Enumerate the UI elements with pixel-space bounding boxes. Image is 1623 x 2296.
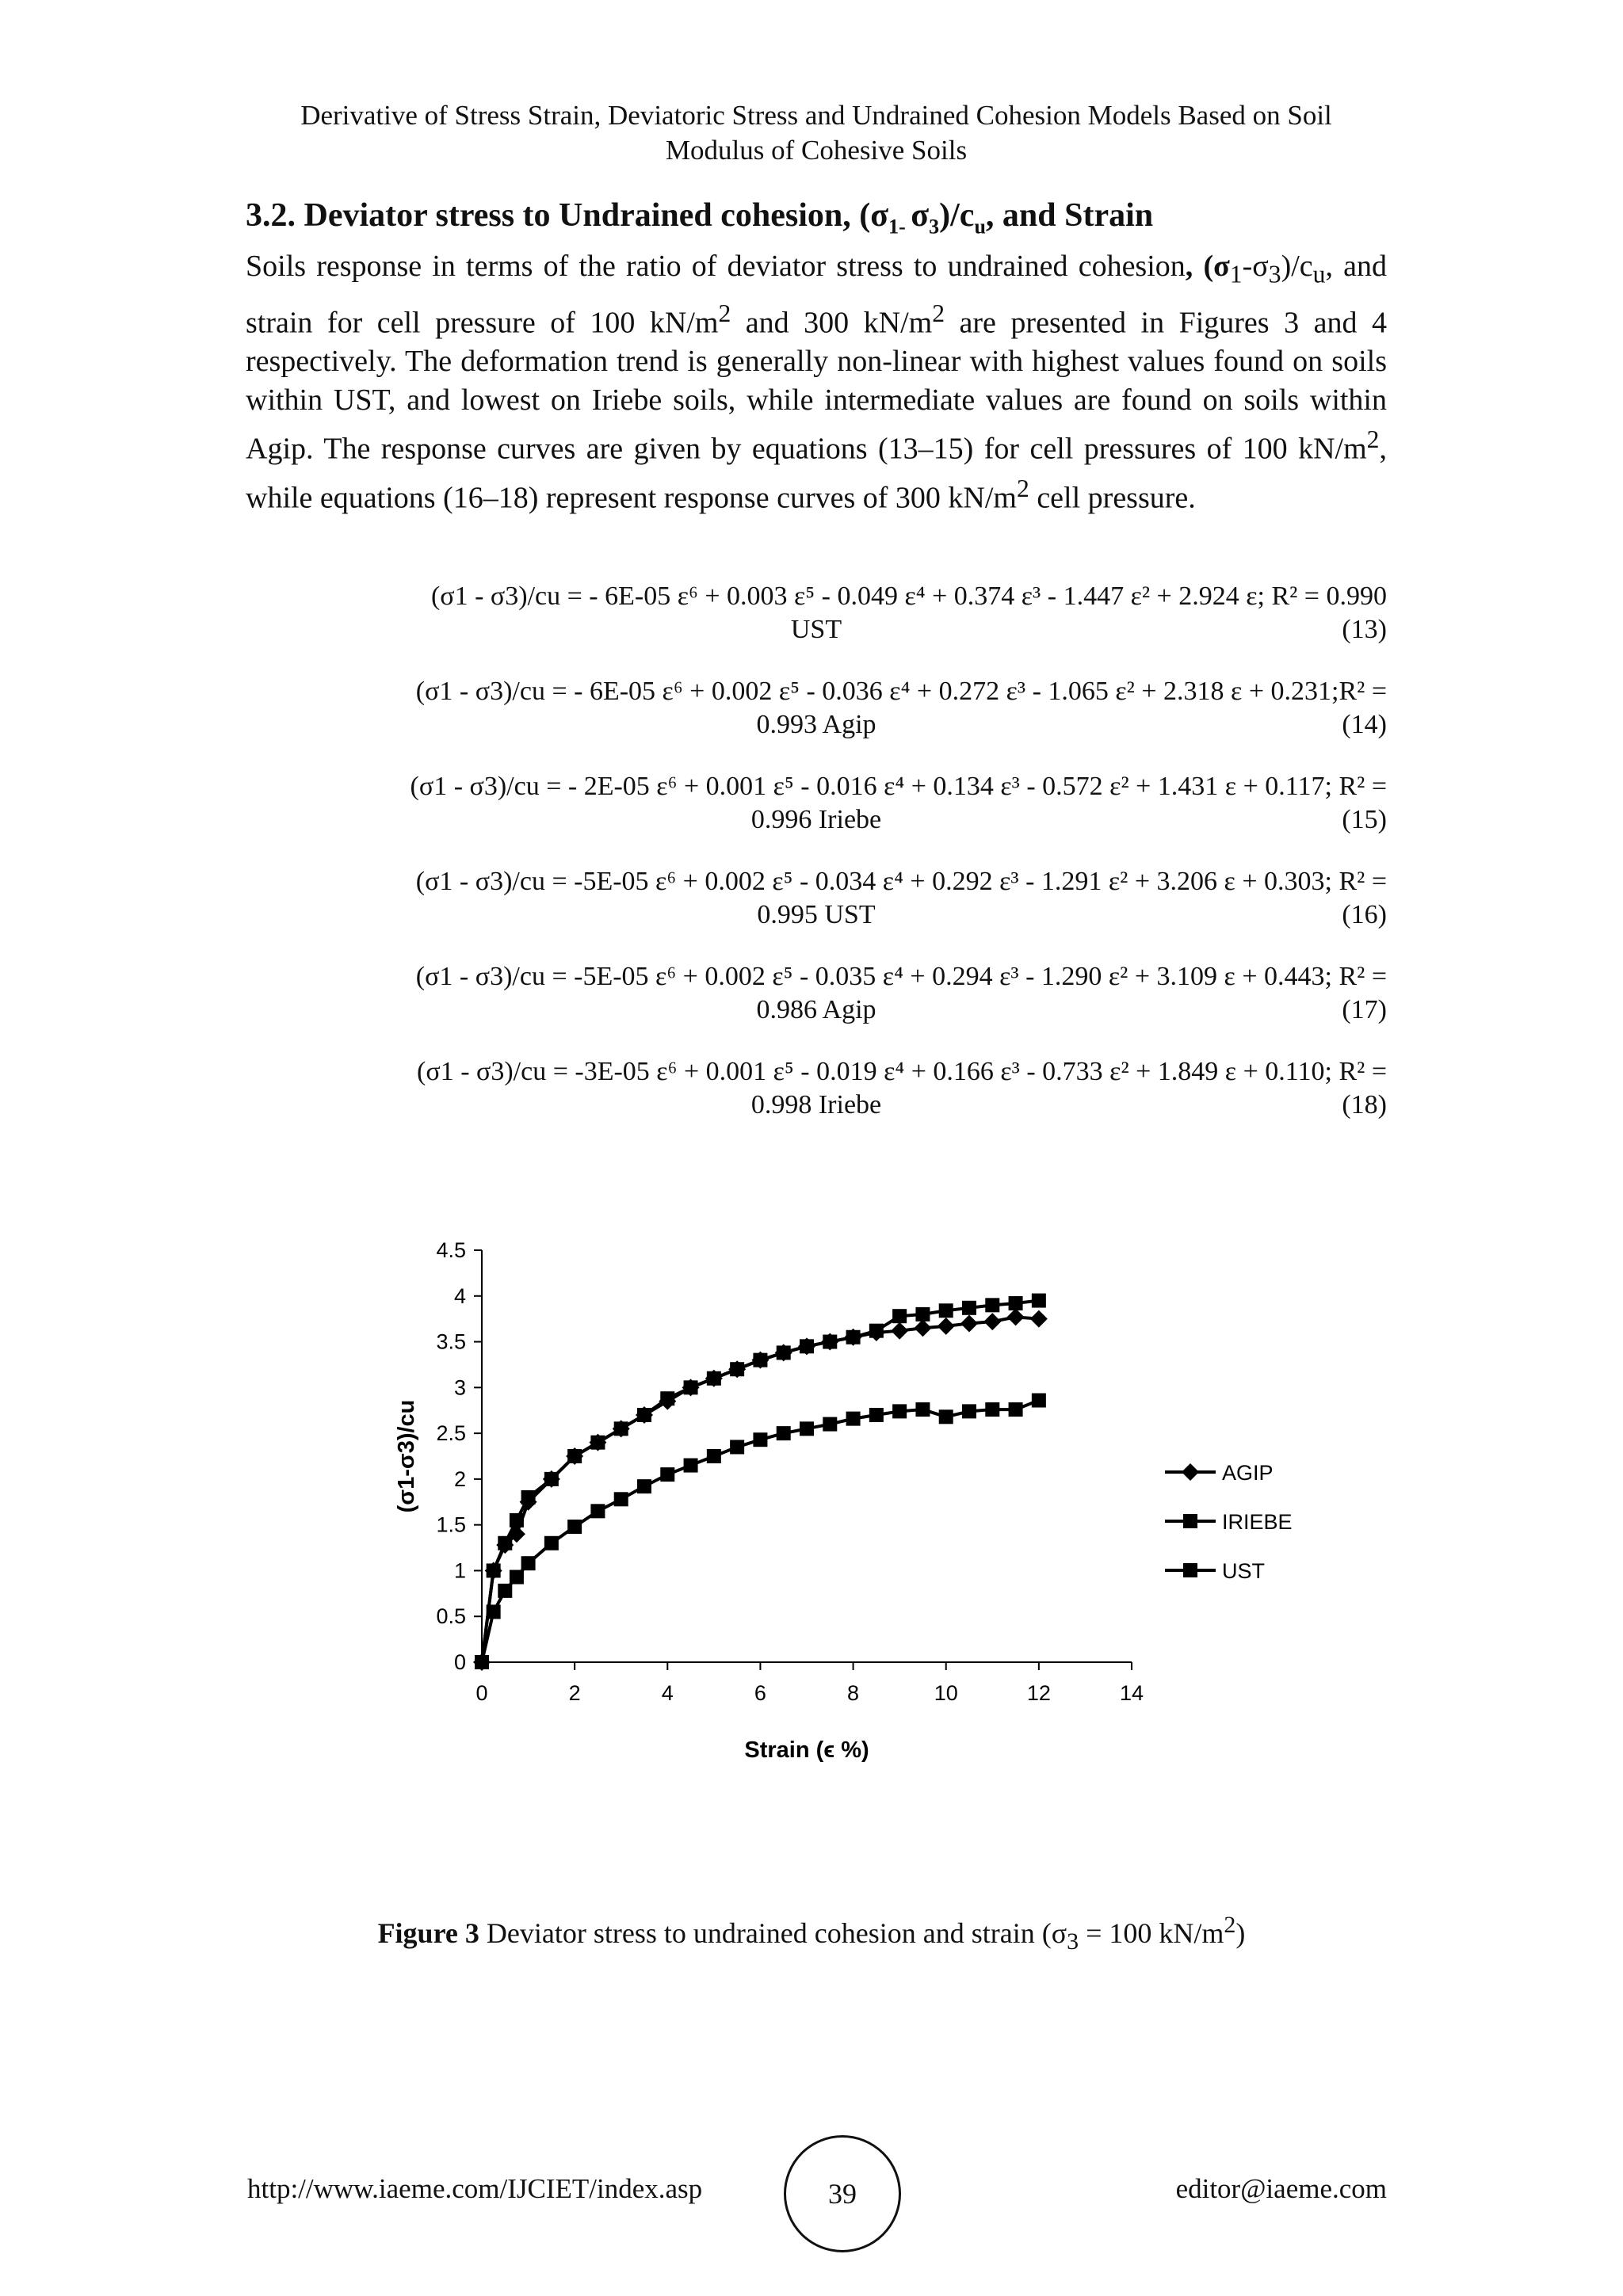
- section-title-part: )/c: [939, 197, 975, 234]
- data-point-iriebe: [684, 1459, 698, 1473]
- para-sub: u: [1312, 260, 1326, 288]
- equation-number: (15): [1342, 805, 1387, 834]
- legend-label-ust: UST: [1222, 1559, 1265, 1583]
- equation-tail: 0.995 UST: [757, 900, 876, 929]
- para-text: and strain for cell pressure of 100 kN/m: [246, 250, 1388, 340]
- section-title-part: , and Strain: [985, 197, 1154, 234]
- data-point-ust: [521, 1490, 536, 1505]
- equation-number: (16): [1342, 900, 1387, 929]
- data-point-iriebe: [567, 1520, 582, 1534]
- data-point-ust: [892, 1309, 907, 1323]
- caption-text: Deviator stress to undrained cohesion and strain (σ: [479, 1917, 1067, 1949]
- equation-lhs: (σ1 - σ3)/cu: [430, 582, 561, 611]
- equation-tail: 0.998 Iriebe: [750, 1090, 882, 1119]
- data-point-agip: [891, 1322, 908, 1340]
- section-title-sub: u: [974, 215, 986, 238]
- caption-text: ): [1235, 1917, 1246, 1949]
- y-tick-label: 2: [453, 1466, 466, 1491]
- equation-number: (13): [1342, 615, 1387, 644]
- equation-tail: 0.993 Agip: [756, 710, 876, 739]
- data-point-ust: [1009, 1296, 1023, 1310]
- data-point-ust: [487, 1563, 501, 1577]
- equation-lhs: (σ1 - σ3)/cu: [415, 962, 545, 991]
- data-point-iriebe: [962, 1404, 976, 1418]
- data-point-iriebe: [707, 1449, 721, 1463]
- para-sup: 2: [1016, 474, 1029, 502]
- data-point-agip: [983, 1313, 1001, 1330]
- x-tick-label: 8: [847, 1681, 860, 1705]
- data-point-ust: [684, 1380, 698, 1394]
- data-point-iriebe: [846, 1412, 861, 1426]
- legend-marker-ust: [1183, 1563, 1197, 1577]
- para-sub: 3: [1268, 260, 1281, 288]
- para-text: and 300 kN/m: [731, 306, 933, 340]
- data-point-iriebe: [869, 1408, 884, 1422]
- section-title-part: 3.2. Deviator stress to Undrained cohesion, (σ: [246, 197, 889, 234]
- para-sup: 2: [718, 299, 731, 327]
- data-point-ust: [567, 1449, 582, 1463]
- x-tick-label: 2: [568, 1681, 581, 1705]
- para-text: ,: [1325, 250, 1333, 283]
- para-text: are presented in Figures 3 and 4 respectively. The deformation trend is generally non-linear with highest values found on soils within UST, and lowest on Iriebe soils, while intermediate values are found on soils within Agip. The response curves are given by equations (13–15) for cell pressures of 100 kN/m: [246, 306, 1387, 466]
- section-title-part: σ: [911, 197, 930, 234]
- equation: [246, 675, 1387, 742]
- data-point-iriebe: [892, 1404, 907, 1418]
- running-header-line1: Derivative of Stress Strain, Deviatoric Stress and Undrained Cohesion Models Based on Soil: [300, 100, 1332, 131]
- data-point-iriebe: [590, 1504, 605, 1518]
- y-tick-label: 0.5: [436, 1604, 466, 1629]
- equation: [246, 580, 1387, 646]
- section-title: [246, 196, 1153, 238]
- caption-label: Figure 3: [377, 1917, 479, 1949]
- page-number: [784, 2135, 901, 2252]
- para-text: -σ: [1242, 250, 1269, 283]
- data-point-iriebe: [915, 1402, 930, 1417]
- body-paragraph: [246, 247, 1387, 518]
- caption-sup: 2: [1224, 1912, 1236, 1938]
- data-point-iriebe: [939, 1409, 953, 1424]
- data-point-ust: [475, 1655, 489, 1669]
- footer-email-link[interactable]: editor@iaeme.com: [1175, 2173, 1387, 2204]
- figure-3-chart: [372, 1220, 1323, 1798]
- equation-tail: 0.996 Iriebe: [750, 805, 882, 834]
- y-tick-label: 4: [453, 1283, 466, 1308]
- legend-label-iriebe: IRIEBE: [1222, 1510, 1293, 1534]
- data-point-iriebe: [544, 1536, 559, 1550]
- data-point-iriebe: [985, 1402, 999, 1417]
- equation: [246, 770, 1387, 837]
- equation-lhs: (σ1 - σ3)/cu: [415, 867, 545, 896]
- equation-rhs: = - 6E-05 ε⁶ + 0.003 ε⁵ - 0.049 ε⁴ + 0.374 ε³ - 1.447 ε² + 2.924 ε; R² = 0.990: [567, 582, 1387, 611]
- data-point-iriebe: [777, 1426, 791, 1440]
- data-point-ust: [753, 1353, 767, 1367]
- data-point-agip: [914, 1319, 931, 1337]
- data-point-ust: [777, 1345, 791, 1360]
- equation-rhs: = -5E-05 ε⁶ + 0.002 ε⁵ - 0.035 ε⁴ + 0.294 ε³ - 1.290 ε² + 3.109 ε + 0.443; R² =: [552, 962, 1387, 991]
- data-point-ust: [510, 1513, 524, 1527]
- data-point-ust: [544, 1472, 559, 1486]
- data-point-ust: [590, 1436, 605, 1450]
- chart-svg: [372, 1220, 1323, 1798]
- section-title-sub: 1-: [888, 215, 911, 238]
- equation-number: (18): [1342, 1090, 1387, 1119]
- x-tick-label: 14: [1119, 1681, 1144, 1705]
- data-point-iriebe: [614, 1492, 628, 1506]
- para-text: Soils response in terms of the ratio of deviator stress to undrained cohesion: [246, 250, 1186, 283]
- data-point-ust: [915, 1307, 930, 1322]
- data-point-agip: [960, 1314, 978, 1332]
- data-point-ust: [637, 1408, 651, 1422]
- para-text: cell pressure.: [1029, 481, 1196, 515]
- para-sub: 1: [1229, 260, 1243, 288]
- data-point-ust: [1032, 1294, 1046, 1308]
- equation-rhs: = - 2E-05 ε⁶ + 0.001 ε⁵ - 0.016 ε⁴ + 0.134 ε³ - 0.572 ε² + 1.431 ε + 0.117; R² =: [546, 772, 1387, 801]
- caption-text: = 100 kN/m: [1079, 1917, 1224, 1949]
- data-point-ust: [730, 1362, 744, 1376]
- x-tick-label: 0: [475, 1681, 488, 1705]
- equation-tail: 0.986 Agip: [756, 995, 876, 1024]
- y-tick-label: 3: [453, 1375, 466, 1400]
- data-point-ust: [823, 1335, 837, 1349]
- section-title-sub: 3: [929, 215, 940, 238]
- para-sup: 2: [1366, 425, 1380, 454]
- para-text: )/c: [1281, 250, 1313, 283]
- x-tick-label: 10: [934, 1681, 958, 1705]
- para-sup: 2: [932, 299, 945, 327]
- data-point-iriebe: [498, 1584, 512, 1598]
- x-tick-label: 12: [1026, 1681, 1051, 1705]
- data-point-ust: [869, 1324, 884, 1338]
- legend-marker-agip: [1182, 1463, 1199, 1481]
- y-tick-label: 1: [453, 1558, 466, 1583]
- equation: [246, 1055, 1387, 1122]
- equation-tail: UST: [790, 615, 842, 644]
- equation-lhs: (σ1 - σ3)/cu: [417, 1057, 547, 1086]
- equation-lhs: (σ1 - σ3)/cu: [415, 677, 545, 706]
- series-line-agip: [482, 1317, 1039, 1662]
- equation: [246, 960, 1387, 1027]
- data-point-ust: [800, 1339, 814, 1353]
- equation-rhs: = -3E-05 ε⁶ + 0.001 ε⁵ - 0.019 ε⁴ + 0.166 ε³ - 0.733 ε² + 1.849 ε + 0.110; R² =: [552, 1057, 1387, 1086]
- page-number-text: 39: [828, 2178, 857, 2210]
- equation-list: [246, 580, 1387, 1150]
- y-tick-label: 2.5: [436, 1421, 466, 1446]
- para-text: , while equations (16–18) represent response curves of 300 kN/m: [246, 432, 1387, 515]
- data-point-agip: [1007, 1308, 1025, 1325]
- data-point-iriebe: [510, 1570, 524, 1585]
- running-header: [238, 98, 1395, 168]
- data-point-ust: [614, 1421, 628, 1436]
- data-point-iriebe: [1009, 1402, 1023, 1417]
- data-point-iriebe: [753, 1432, 767, 1447]
- figure-caption: [238, 1912, 1385, 1955]
- caption-sub: 3: [1067, 1928, 1079, 1955]
- equation-number: (14): [1342, 710, 1387, 739]
- data-point-iriebe: [521, 1556, 536, 1570]
- data-point-iriebe: [730, 1440, 744, 1454]
- footer-url-link[interactable]: http://www.iaeme.com/IJCIET/index.asp: [247, 2173, 703, 2204]
- x-tick-label: 6: [754, 1681, 766, 1705]
- x-tick-label: 4: [661, 1681, 674, 1705]
- data-point-iriebe: [637, 1479, 651, 1493]
- x-axis-label: Strain (ϵ %): [744, 1737, 869, 1763]
- data-point-ust: [498, 1536, 512, 1550]
- equation-number: (17): [1342, 995, 1387, 1024]
- data-point-ust: [985, 1298, 999, 1312]
- data-point-iriebe: [1032, 1394, 1046, 1408]
- data-point-iriebe: [823, 1417, 837, 1432]
- equation-lhs: (σ1 - σ3)/cu: [410, 772, 540, 801]
- data-point-ust: [660, 1391, 674, 1405]
- data-point-agip: [938, 1318, 955, 1335]
- para-text: , (σ: [1185, 250, 1230, 283]
- data-point-iriebe: [800, 1421, 814, 1436]
- legend-marker-iriebe: [1183, 1514, 1197, 1528]
- y-tick-label: 0: [453, 1650, 466, 1674]
- y-tick-label: 3.5: [436, 1329, 466, 1354]
- y-axis-label: (σ1-σ3)/cu: [394, 1399, 419, 1513]
- running-header-line2: Modulus of Cohesive Soils: [665, 135, 968, 166]
- equation-rhs: = -5E-05 ε⁶ + 0.002 ε⁵ - 0.034 ε⁴ + 0.292 ε³ - 1.291 ε² + 3.206 ε + 0.303; R² =: [552, 867, 1387, 896]
- data-point-ust: [939, 1303, 953, 1318]
- data-point-ust: [962, 1301, 976, 1315]
- y-tick-label: 4.5: [436, 1238, 466, 1262]
- legend-label-agip: AGIP: [1222, 1461, 1274, 1485]
- data-point-ust: [846, 1330, 861, 1344]
- equation: [246, 865, 1387, 932]
- data-point-ust: [707, 1371, 721, 1386]
- data-point-iriebe: [660, 1467, 674, 1482]
- equation-rhs: = - 6E-05 ε⁶ + 0.002 ε⁵ - 0.036 ε⁴ + 0.272 ε³ - 1.065 ε² + 2.318 ε + 0.231;R² =: [552, 677, 1387, 706]
- data-point-agip: [1030, 1310, 1048, 1328]
- y-tick-label: 1.5: [436, 1512, 466, 1537]
